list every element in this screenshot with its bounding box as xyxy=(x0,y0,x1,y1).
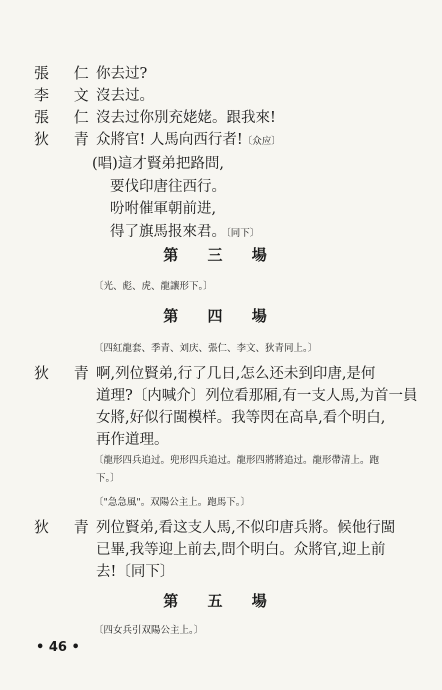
scene-title: 第 四 場 xyxy=(163,307,279,325)
stage-direction: 〔"急急風"。双陽公主上。跑馬下。〕 xyxy=(94,497,250,508)
stage-direction: 下。〕 xyxy=(96,473,120,484)
stage-note: 〔众应〕 xyxy=(242,136,281,147)
dialogue-line: 啊,列位賢弟,行了几日,怎么还未到印唐,是何 xyxy=(96,366,376,382)
speaker-label: 狄 青 xyxy=(34,130,99,148)
speaker-label: 狄 青 xyxy=(34,364,99,382)
dialogue-line: 去!〔同下〕 xyxy=(96,564,175,580)
dialogue-line: 沒去过你別充姥姥。跟我來! xyxy=(96,110,276,126)
stage-direction: 〔光、彪、虎、龍讓形下。〕 xyxy=(94,281,213,292)
song-line: 要伐印唐往西行。 xyxy=(110,179,226,195)
stage-note: 〔同下〕 xyxy=(226,228,260,239)
scene-title: 第 三 場 xyxy=(163,246,279,264)
stage-direction: 〔四紅龍套、季青、刘庆、張仁、李文、狄青同上。〕 xyxy=(94,343,318,354)
song-line xyxy=(110,220,259,241)
speaker-label: 張 仁 xyxy=(34,108,99,126)
dialogue-line xyxy=(96,128,281,149)
dialogue-line: 你去过? xyxy=(96,66,148,82)
dialogue-text: 众將官! 人馬向西行者! xyxy=(96,132,243,148)
speaker-label: 李 文 xyxy=(34,86,99,104)
song-line: 吩咐催軍朝前进, xyxy=(110,201,217,217)
stage-direction: 〔四女兵引双陽公主上。〕 xyxy=(94,625,204,636)
stage-direction: 〔龍形四兵追过。兜形四兵追过。龍形四將將追过。龍形帶清上。跑 xyxy=(94,455,380,466)
speaker-label: 張 仁 xyxy=(34,64,99,82)
song-line: (唱)這才賢弟把路問, xyxy=(92,156,224,172)
scene-title: 第 五 場 xyxy=(163,592,279,610)
dialogue-line: 已畢,我等迎上前去,問个明白。众將官,迎上前 xyxy=(96,542,386,558)
song-text: 得了旗馬报來君。 xyxy=(110,224,226,240)
page-number: • 46 • xyxy=(36,640,80,655)
dialogue-line: 列位賢弟,看这支人馬,不似印唐兵將。候他行閩 xyxy=(96,520,396,536)
dialogue-line: 沒去过。 xyxy=(96,88,154,104)
dialogue-line: 再作道理。 xyxy=(96,432,169,448)
dialogue-line: 女將,好似行閩模样。我等閃在高阜,看个明白, xyxy=(96,410,386,426)
speaker-label: 狄 青 xyxy=(34,518,99,536)
dialogue-line: 道理?〔内喊介〕列位看那厢,有一支人馬,为首一員 xyxy=(96,388,418,404)
